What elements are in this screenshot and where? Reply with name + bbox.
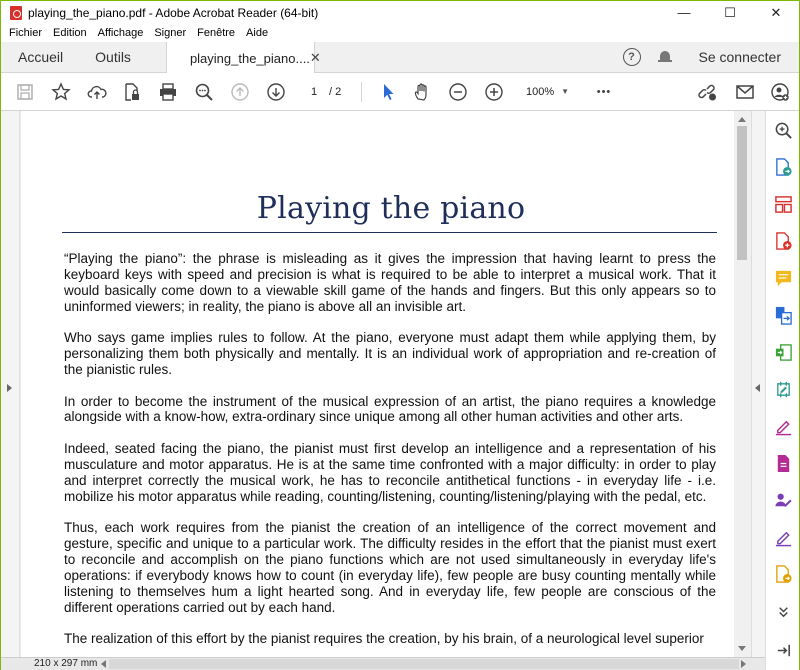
pdf-file-icon — [10, 6, 22, 20]
paragraph: Indeed, seated facing the piano, the pianist must first develop an intelligence and a representation of his musculature and motor apparatus. He is at the same time confronted with a major difficulty: in order to play and interpret correctly the musical work, he has to reconcile antithetical functions - in everyday life - i.e. mobilize his motor apparatus while reading, counting/listening, counting/listening/playing with the pedal, etc. — [64, 440, 716, 504]
page-size-label: 210 x 297 mm — [34, 658, 98, 669]
paragraph: Who says game implies rules to follow. At the piano, everyone must adapt them while applying them, by personalizing them both physically and mentally. It is an individual work of appropriation and re-creation of the pianistic rules. — [64, 330, 716, 378]
document-form-icon[interactable] — [774, 454, 793, 473]
page-total: / 2 — [329, 86, 342, 98]
tab-document-label: playing_the_piano.... — [189, 50, 310, 66]
scroll-right-icon[interactable] — [741, 660, 746, 668]
export-pdf-icon[interactable] — [774, 158, 793, 177]
title-underline — [62, 232, 717, 233]
paragraph: The realization of this effort by the pianist requires the creation, by his brain, of a neurological level superior — [64, 631, 704, 647]
menu-bar — [1, 24, 799, 42]
combine-files-icon[interactable] — [774, 306, 793, 325]
title-bar — [1, 1, 799, 24]
toolbar — [1, 73, 799, 111]
create-pdf-icon[interactable] — [774, 232, 793, 251]
menu-fenetre[interactable]: Fenêtre — [197, 27, 236, 39]
more-tools-icon[interactable]: ••• — [596, 86, 612, 98]
chevron-down-icon: ▼ — [561, 87, 569, 96]
minimize-button[interactable]: — — [677, 5, 691, 20]
close-tab-icon[interactable]: ✕ — [309, 50, 321, 65]
collapse-pane-icon[interactable] — [774, 641, 793, 660]
zoom-out-icon[interactable] — [448, 82, 468, 102]
left-panel-toggle[interactable] — [1, 111, 20, 657]
scroll-up-icon[interactable] — [738, 117, 746, 122]
previous-page-icon[interactable] — [230, 82, 250, 102]
menu-edition[interactable]: Edition — [53, 27, 87, 39]
paragraph: “Playing the piano”: the phrase is misleading as it gives the impression that having learnt to press the keyboard keys with speed and precision is what is required to be able to interpret a musical work. That it would basically come down to a viewable skill game of the hands and fingers. But this only appears so to uninformed viewers; in reality, the piano is above all an invisible art. — [64, 251, 716, 314]
tools-pane — [765, 111, 799, 670]
pdf-page — [21, 111, 734, 657]
document-workspace — [1, 111, 765, 657]
next-page-icon[interactable] — [266, 82, 286, 102]
zoom-level-select[interactable] — [519, 83, 573, 101]
scroll-left-icon[interactable] — [101, 660, 106, 668]
tab-document[interactable] — [166, 42, 321, 74]
tab-home[interactable]: Accueil — [18, 49, 64, 65]
print-icon[interactable] — [158, 82, 178, 102]
window-title: playing_the_piano.pdf - Adobe Acrobat Reader (64-bit) — [28, 5, 319, 20]
comment-icon[interactable] — [774, 269, 793, 288]
horizontal-scrollbar[interactable] — [109, 659, 739, 669]
protect-file-icon[interactable] — [122, 82, 142, 102]
zoom-pane-icon[interactable] — [774, 121, 793, 140]
select-cursor-icon[interactable] — [378, 82, 398, 102]
send-for-review-icon[interactable] — [774, 565, 793, 584]
page-number-input[interactable]: 1 — [310, 86, 318, 98]
document-title: Playing the piano — [256, 191, 526, 226]
request-signature-icon[interactable] — [774, 491, 793, 510]
paragraph: Thus, each work requires from the pianist the creation of an intelligence of the correct movement and gesture, specific and unique to a particular work. The difficulty resides in the effort that the pianist must exert to reconcile and accomplish on the piano functions which are not used simultaneously in everyday life's operations: if everybody knows how to count (in everyday life), few people are busy counting mentally while listening to themselves hum a light hearted song. And in everyday life, few people are conscious of the different operations carried out by each hand. — [64, 520, 716, 615]
scroll-down-icon[interactable] — [738, 646, 746, 651]
menu-fichier[interactable]: Fichier — [9, 27, 43, 39]
menu-signer[interactable]: Signer — [154, 27, 187, 39]
expand-left-icon — [7, 384, 12, 392]
share-link-icon[interactable] — [698, 82, 718, 102]
sign-in-link[interactable]: Se connecter — [698, 49, 781, 65]
status-bar — [1, 657, 765, 670]
search-zoom-icon[interactable] — [194, 82, 214, 102]
save-icon[interactable] — [15, 82, 35, 102]
right-panel-toggle[interactable] — [751, 111, 765, 657]
add-user-icon[interactable] — [770, 82, 790, 102]
bookmark-star-icon[interactable] — [51, 82, 71, 102]
close-window-button[interactable]: ✕ — [770, 4, 782, 20]
upload-cloud-icon[interactable] — [87, 82, 107, 102]
help-icon[interactable]: ? — [623, 48, 641, 66]
paragraph: In order to become the instrument of the musical expression of an artist, the piano requires a knowledge alongside with a know-how, extra-ordinary since unique among all other human activities and other arts. — [64, 393, 716, 425]
organize-pages-icon[interactable] — [774, 195, 793, 214]
toolbar-divider — [361, 82, 362, 102]
more-tools-chevron-icon[interactable] — [774, 602, 793, 621]
hand-tool-icon[interactable] — [412, 82, 432, 102]
vertical-scrollbar[interactable] — [734, 111, 751, 657]
fill-sign-icon[interactable] — [774, 417, 793, 436]
compress-pdf-icon[interactable] — [774, 343, 793, 362]
menu-aide[interactable]: Aide — [246, 27, 269, 39]
zoom-value: 100% — [526, 86, 555, 98]
edit-pdf-icon[interactable] — [774, 380, 793, 399]
certificate-sign-icon[interactable] — [774, 528, 793, 547]
collapse-right-icon — [755, 384, 760, 392]
zoom-in-icon[interactable] — [484, 82, 504, 102]
menu-affichage[interactable]: Affichage — [97, 27, 144, 39]
account-area — [623, 42, 800, 72]
tab-bar — [1, 42, 799, 73]
scrollbar-thumb[interactable] — [737, 126, 747, 260]
notification-bell-icon[interactable] — [658, 50, 672, 65]
maximize-button[interactable]: ☐ — [724, 4, 736, 20]
window-controls — [661, 1, 799, 24]
tab-tools[interactable]: Outils — [95, 49, 131, 65]
document-body — [64, 251, 716, 657]
email-icon[interactable] — [735, 82, 755, 102]
